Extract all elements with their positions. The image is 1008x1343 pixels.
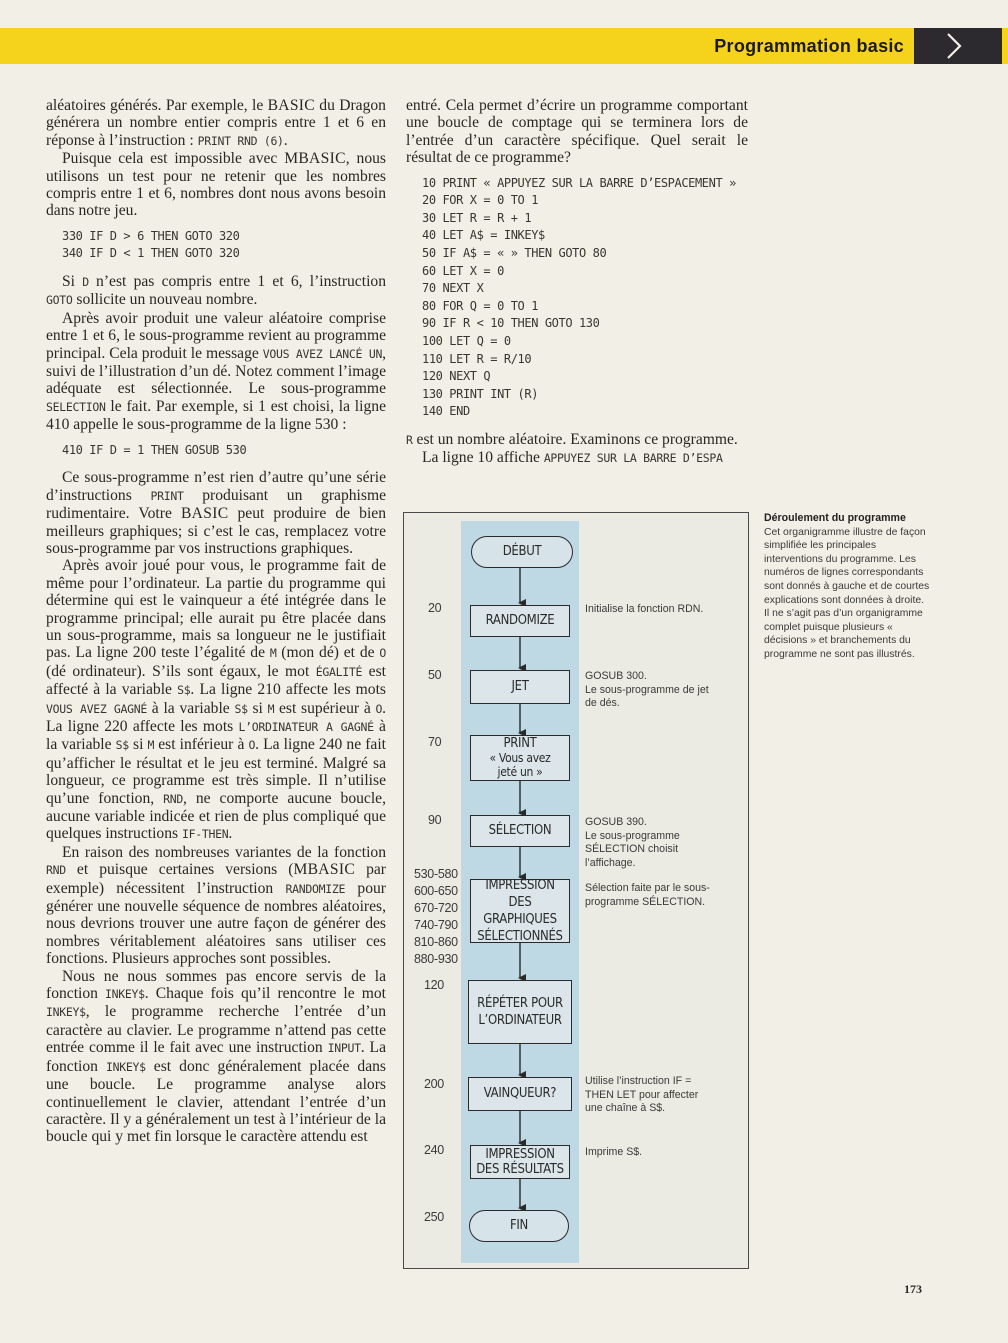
flow-node-vainqueur: VAINQUEUR?	[468, 1077, 572, 1111]
line-number: 120	[424, 978, 444, 992]
flow-node-print: PRINT « Vous avez jeté un »	[470, 735, 570, 781]
code-listing: 330 IF D > 6 THEN GOTO 320 340 IF D < 1 THEN GOTO 320	[62, 228, 240, 261]
paragraph: Si D n’est pas compris entre 1 et 6, l’instruction GOTO sollicite un nouveau nombre.	[46, 273, 386, 309]
flow-note-impression: Sélection faite par le sous-programme SÉLECTION.	[585, 882, 710, 908]
line-number: 200	[424, 1077, 444, 1091]
flow-node-selection: SÉLECTION	[470, 815, 570, 847]
line-number: 20	[428, 601, 442, 615]
flow-note-vainqueur: Utilise l’instruction IF = THEN LET pour affecter une chaîne à S$.	[585, 1075, 699, 1115]
flow-node-impression-resultats: IMPRESSION DES RÉSULTATS	[470, 1145, 570, 1179]
page-number: 173	[904, 1282, 922, 1296]
paragraph: En raison des nombreuses variantes de la fonction RND et puisque certaines versions (MBASIC par exemple) nécessitent l’instruction RANDOMIZE pour générer une nouvelle séquence de nombres aléatoires, nous devrions trouver une autre façon de générer des nombres véritablement aléatoires sans utiliser ces fonctions. Plusieurs approches sont possibles.	[46, 843, 386, 968]
line-number: 50	[428, 668, 442, 682]
flow-note-resultats: Imprime S$.	[585, 1146, 643, 1158]
line-number: 90	[428, 813, 442, 827]
line-number: 70	[428, 735, 442, 749]
paragraph: La ligne 10 affiche APPUYEZ SUR LA BARRE D’ESPA	[422, 449, 723, 467]
paragraph: Ce sous-programme n’est rien d’autre qu’une série d’instructions PRINT produisant un graphisme rudimentaire. Votre BASIC peut produire de bien meilleurs graphiques; si c’est le cas, remplacez votre sous-programme par vos instructions graphiques.	[46, 469, 387, 557]
paragraph: Puisque cela est impossible avec MBASIC, nous utilisons un test pour ne retenir que les nombres compris entre 1 et 6, nombres dont nous avons besoin dans notre jeu.	[46, 150, 386, 220]
figure-caption	[764, 512, 930, 662]
paragraph: R est un nombre aléatoire. Examinons ce programme.	[406, 430, 738, 448]
paragraph: aléatoires générés. Par exemple, le BASIC du Dragon générera un nombre entier compris entre 1 et 6 en réponse à l’instruction : PRINT RND (6).	[46, 97, 386, 149]
flow-node-debut: DÉBUT	[471, 536, 573, 568]
caption-body: Cet organigramme illustre de façon simplifiée les principales interventions du programme. Les numéros de lignes correspondants sont donnés à gauche et de courtes explications sont données à droite. Il ne s’agit pas d’un organigramme complet puisque plusieurs « décisions » et branchements du programme ne sont pas illustrés.	[764, 526, 930, 660]
flow-node-impression-graphiques: IMPRESSION DES GRAPHIQUES SÉLECTIONNÉS	[470, 879, 570, 943]
paragraph: Après avoir joué pour vous, le programme fait de même pour l’ordinateur. La partie du programme qui détermine qui est le vainqueur a été intégrée dans le programme principal; elle aurait pu être placée dans un sous-programme, mais sa longueur ne le justifiait pas. La ligne 200 teste l’égalité de M (mon dé) et de O (dé ordinateur). S’ils sont égaux, le mot ÉGALITÉ est affecté à la variable S$. La ligne 210 affecte les mots VOUS AVEZ GAGNÉ à la variable S$ si M est supérieur à O. La ligne 220 affecte les mots L’ORDINATEUR A GAGNÉ à la variable S$ si M est inférieur à O. La ligne 240 ne fait qu’afficher le résultat et le jeu est terminé. Malgré sa longueur, ce programme est très simple. Il n’utilise qu’une fonction, RND, ne comporte aucune boucle, aucune variable indicée et rien de plus compliqué que quelques instructions IF-THEN.	[46, 557, 387, 843]
flow-note-jet: GOSUB 300. Le sous-programme de jet de dés.	[585, 670, 709, 710]
caption-title: Déroulement du programme	[764, 512, 906, 524]
flow-node-jet: JET	[470, 670, 570, 704]
line-number: 240	[424, 1143, 444, 1157]
flow-note-randomize: Initialise la fonction RDN.	[585, 603, 704, 615]
code-listing: 10 PRINT « APPUYEZ SUR LA BARRE D’ESPACEMENT » 20 FOR X = 0 TO 1 30 LET R = R + 1 40 LET A$ = INKEY$ 50 IF A$ = « » THEN GOTO 80 60 LET X = 0 70 NEXT X 80 FOR Q = 0 TO 1 90 IF R < 10 THEN GOTO 130 100 LET Q = 0 110 LET R = R/10 120 NEXT Q 130 PRINT INT (R) 140 END	[422, 175, 736, 419]
flow-node-fin: FIN	[469, 1210, 569, 1242]
section-title: Programmation basic	[714, 36, 904, 56]
paragraph: Après avoir produit une valeur aléatoire comprise entre 1 et 6, le sous-programme revient au programme principal. Cela produit le message VOUS AVEZ LANCÉ UN, suivi de l’illustration d’un dé. Notez comment l’image adéquate est sélectionnée. Le sous-programme SELECTION le fait. Par exemple, si 1 est choisi, la ligne 410 appelle le sous-programme de la ligne 530 :	[46, 309, 386, 434]
flow-node-repeter: RÉPÉTER POUR L’ORDINATEUR	[468, 980, 572, 1044]
flow-note-selection: GOSUB 390. Le sous-programme SÉLECTION choisit l’affichage.	[585, 816, 680, 869]
line-number-range: 530-580 600-650 670-720 740-790 810-860 880-930	[414, 867, 458, 966]
paragraph: Nous ne nous sommes pas encore servis de la fonction INKEY$. Chaque fois qu’il rencontre le mot INKEY$, le programme recherche l’entrée d’un caractère au clavier. Le programme n’attend pas cette entrée comme il le fait avec une instruction INPUT. La fonction INKEY$ est donc généralement placée dans une boucle. Le programme analyse alors continuellement le clavier, attendant l’entrée d’un caractère. Il y a généralement un test à l’intérieur de la boucle qui y met fin lorsque le caractère attendu est	[46, 967, 386, 1146]
flow-node-randomize: RANDOMIZE	[470, 605, 570, 637]
paragraph: entré. Cela permet d’écrire un programme comportant une boucle de comptage qui se terminera lors de l’entrée d’un caractère spécifique. Quel serait le résultat de ce programme?	[406, 97, 748, 167]
code-listing: 410 IF D = 1 THEN GOSUB 530	[62, 442, 247, 457]
line-number: 250	[424, 1210, 444, 1224]
